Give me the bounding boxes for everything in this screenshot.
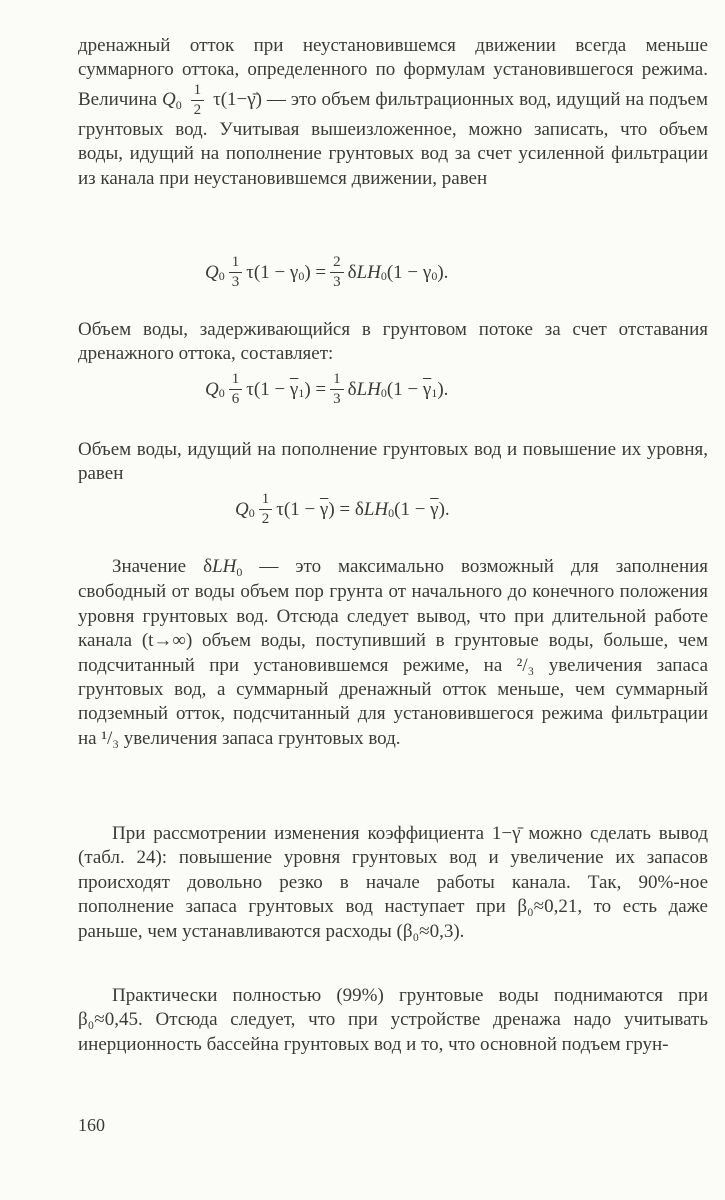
formula-2: Q 0 $\frac{1}{6}$ $\tau(1 - \overline{\gamma}$ 1 ) = $\frac{1}{3}$ δLH 0 ($1 - \overline{\gamma}$ 1 ).	[205, 371, 449, 407]
formula-1: Q 0 $\frac{1}{3}$ τ(1 − γ 0 ) = $\frac{2}{3}$ δLH 0 (1 − γ 0 ).	[205, 254, 449, 290]
paragraph-5: При рассмотрении изменения коэффициента 1−γ̄ можно сделать вывод (табл. 24): повышение уровня грунтовых вод и увеличение их запасов происходят довольно резко в начале работы канала. Так, 90%-ное пополнение запаса грунтовых вод наступает при β₀≈0,21, то есть даже раньше, чем устанавливаются расходы (β₀≈0,3).	[78, 823, 708, 942]
formula-3: Q 0 $\frac{1}{2}$ $\tau(1 - \overline{\gamma}) = \delta LH$ 0 $(1 - \overline{\gamma})$.	[235, 491, 450, 527]
page-number: 160	[78, 1115, 105, 1135]
paragraph-6: Практически полностью (99%) грунтовые воды поднимаются при β₀≈0,45. Отсюда следует, что при устройстве дренажа надо учитывать инерционность бассейна грунтовых вод и то, что основной подъем грун-	[78, 985, 708, 1055]
paragraph-1: дренажный отток при неустановившемся движении всегда меньше суммарного оттока, определенного по формулам установившегося режима. Величина $Q_0$ $\frac{1}{2}$ τ(1−γ̄) — это объем фильтрационных вод, идущий на подъем грунтовых вод. Учитывая вышеизложенное, можно записать, что объем воды, идущий на пополнение грунтовых вод за счет усиленной фильтрации из канала при неустановившемся движении, равен	[78, 35, 709, 189]
fraction-1-2: $\frac{1}{2}$	[191, 83, 205, 118]
paragraph-4: Значение δLH$_0$ — это максимально возможный для заполнения свободный от воды объем пор грунта от начального до конечного положения уровня грунтовых вод. Отсюда следует вывод, что при длительной работе канала (t→∞) объем воды, поступивший в грунтовые воды, больше, чем подсчитанный при установившемся режиме, на ²/₃ увеличения запаса грунтовых вод, а суммарный дренажный отток меньше, чем суммарный подземный отток, подсчитанный для установившегося режима фильтрации на ¹/₃ увеличения запаса грунтовых вод.	[78, 556, 709, 749]
paragraph-3: Объем воды, идущий на пополнение грунтовых вод и повышение их уровня, равен	[78, 439, 708, 485]
paragraph-2: Объем воды, задерживающийся в грунтовом потоке за счет отставания дренажного оттока, составляет:	[78, 319, 708, 365]
